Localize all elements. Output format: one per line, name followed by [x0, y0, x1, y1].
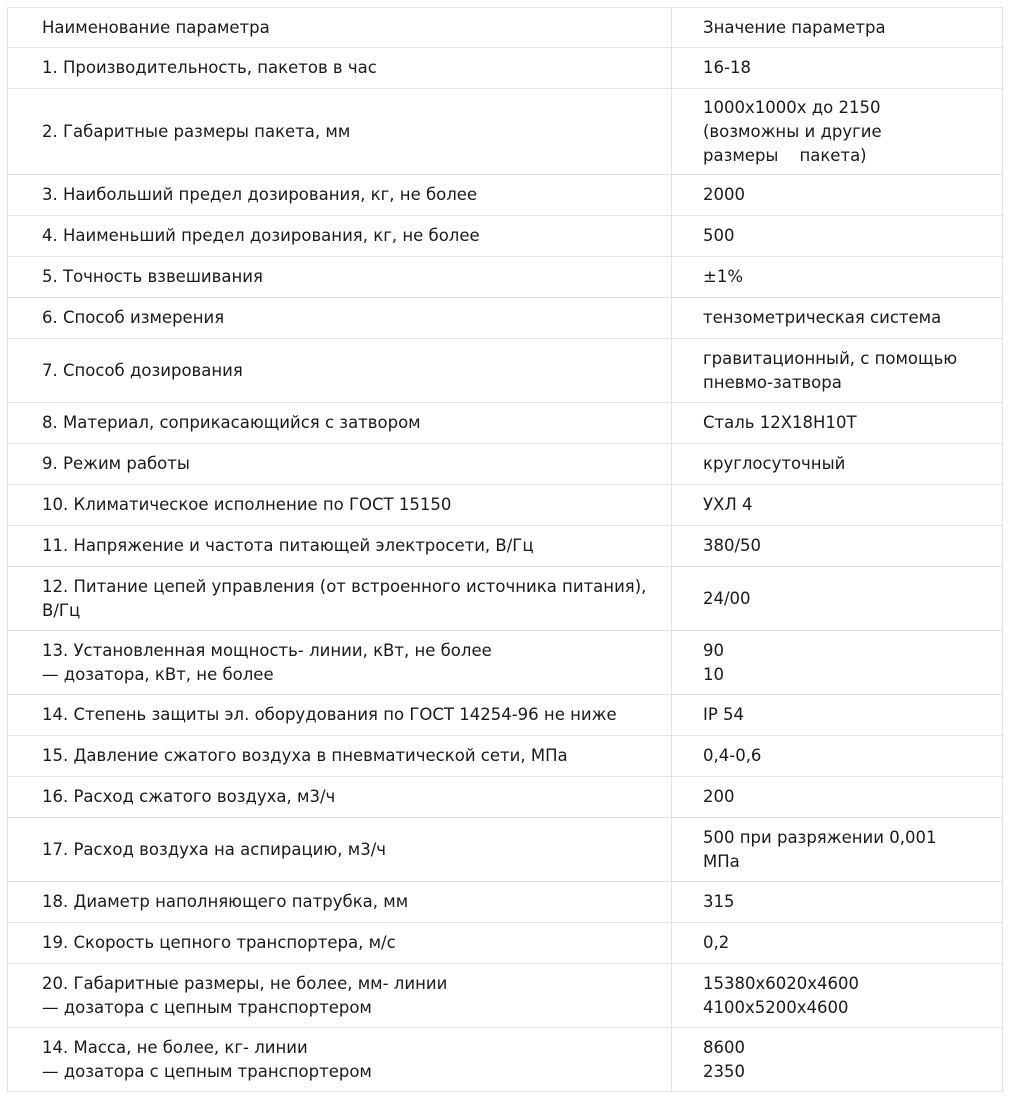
param-value-text: гравитационный, с помощью [703, 348, 958, 368]
param-name-cell [8, 485, 672, 526]
param-value-cell [672, 882, 1003, 923]
param-value-text: 90 [703, 640, 724, 660]
param-value-text: УХЛ 4 [703, 495, 753, 514]
param-value-text: пневмо-затвора [703, 372, 842, 392]
table-row [8, 923, 1003, 964]
param-value-text: 10 [703, 664, 724, 684]
param-name-cell [8, 964, 672, 1028]
param-name-cell [8, 567, 672, 631]
param-value-text: 380/50 [703, 536, 762, 555]
param-name-text: 2. Габаритные размеры пакета, мм [42, 121, 351, 141]
param-name-cell [8, 403, 672, 444]
param-name-text: — дозатора с цепным транспортером [42, 997, 372, 1017]
param-value-cell [672, 964, 1003, 1028]
table-row [8, 339, 1003, 403]
param-name-cell [8, 736, 672, 777]
param-value-cell [672, 631, 1003, 695]
param-name-cell [8, 257, 672, 298]
param-name-cell [8, 923, 672, 964]
param-name-text: — дозатора с цепным транспортером [42, 1061, 372, 1081]
param-value-text: 16-18 [703, 58, 751, 77]
param-name-cell [8, 818, 672, 882]
param-name-text: 6. Способ измерения [42, 308, 225, 327]
param-value-text: ±1% [703, 267, 744, 286]
param-name-text: 13. Установленная мощность- линии, кВт, не более [42, 640, 492, 660]
table-header-row [8, 8, 1003, 48]
table-row [8, 89, 1003, 175]
param-value-text: 24/00 [703, 588, 751, 608]
param-name-text: 10. Климатическое исполнение по ГОСТ 15150 [42, 495, 452, 514]
param-value-text: МПа [703, 851, 740, 871]
spec-table-body [8, 8, 1003, 1092]
param-name-text: 7. Способ дозирования [42, 360, 243, 380]
table-row [8, 216, 1003, 257]
spec-table [7, 7, 1003, 1092]
param-name-text: 14. Степень защиты эл. оборудования по ГОСТ 14254-96 не ниже [42, 705, 617, 724]
table-row [8, 403, 1003, 444]
param-value-text: размеры пакета) [703, 145, 867, 165]
table-row [8, 1028, 1003, 1092]
param-value-cell [672, 736, 1003, 777]
param-value-text: 4100х5200х4600 [703, 997, 849, 1017]
param-name-text: 18. Диаметр наполняющего патрубка, мм [42, 892, 409, 911]
table-row [8, 964, 1003, 1028]
param-value-text: 0,4-0,6 [703, 746, 762, 765]
param-name-cell [8, 1028, 672, 1092]
param-value-text: 8600 [703, 1037, 745, 1057]
param-name-text: 15. Давление сжатого воздуха в пневматической сети, МПа [42, 746, 568, 765]
param-value-cell [672, 923, 1003, 964]
param-value-cell [672, 216, 1003, 257]
param-value-cell [672, 298, 1003, 339]
param-name-cell [8, 175, 672, 216]
header-param-value: Значение параметра [672, 8, 1003, 48]
table-row [8, 631, 1003, 695]
table-row [8, 298, 1003, 339]
param-name-text: 12. Питание цепей управления (от встроенного источника питания), [42, 576, 647, 596]
param-value-cell [672, 89, 1003, 175]
table-row [8, 567, 1003, 631]
param-value-text: (возможны и другие [703, 121, 882, 141]
param-value-text: 0,2 [703, 933, 730, 952]
param-name-text: 1. Производительность, пакетов в час [42, 58, 377, 77]
param-value-cell [672, 567, 1003, 631]
param-name-text: 17. Расход воздуха на аспирацию, м3/ч [42, 839, 387, 859]
param-name-text: 3. Наибольший предел дозирования, кг, не более [42, 185, 478, 204]
param-value-cell [672, 48, 1003, 89]
param-name-text: 5. Точность взвешивания [42, 267, 263, 286]
param-value-cell [672, 1028, 1003, 1092]
param-value-cell [672, 485, 1003, 526]
param-name-cell [8, 631, 672, 695]
param-value-cell [672, 695, 1003, 736]
param-name-text: — дозатора, кВт, не более [42, 664, 274, 684]
param-name-cell [8, 444, 672, 485]
param-name-text: 20. Габаритные размеры, не более, мм- линии [42, 973, 448, 993]
param-name-text: 14. Масса, не более, кг- линии [42, 1037, 308, 1057]
param-value-text: Сталь 12Х18Н10Т [703, 413, 857, 432]
param-name-text: 4. Наименьший предел дозирования, кг, не более [42, 226, 480, 245]
param-name-text: 8. Материал, соприкасающийся с затвором [42, 413, 421, 432]
param-name-cell [8, 695, 672, 736]
param-name-text: В/Гц [42, 600, 81, 620]
table-row [8, 882, 1003, 923]
table-row [8, 818, 1003, 882]
table-row [8, 175, 1003, 216]
param-value-cell [672, 257, 1003, 298]
param-value-text: 2350 [703, 1061, 745, 1081]
table-row [8, 48, 1003, 89]
param-value-text: 500 при разряжении 0,001 [703, 827, 937, 847]
param-value-cell [672, 526, 1003, 567]
param-name-cell [8, 339, 672, 403]
param-value-text: 200 [703, 787, 735, 806]
param-name-cell [8, 526, 672, 567]
param-value-cell [672, 175, 1003, 216]
param-value-text: 1000х1000х до 2150 [703, 97, 881, 117]
table-row [8, 526, 1003, 567]
param-value-text: 15380х6020х4600 [703, 973, 860, 993]
param-value-cell [672, 818, 1003, 882]
param-name-cell [8, 777, 672, 818]
param-value-text: IP 54 [703, 705, 745, 724]
param-value-cell [672, 339, 1003, 403]
table-row [8, 736, 1003, 777]
param-value-cell [672, 444, 1003, 485]
param-name-text: 9. Режим работы [42, 454, 190, 473]
header-param-name: Наименование параметра [8, 8, 672, 48]
param-name-cell [8, 882, 672, 923]
param-value-text: 2000 [703, 185, 745, 204]
param-name-cell [8, 298, 672, 339]
param-value-text: круглосуточный [703, 454, 846, 473]
param-value-cell [672, 403, 1003, 444]
table-row [8, 444, 1003, 485]
param-value-text: 500 [703, 226, 735, 245]
table-row [8, 695, 1003, 736]
param-value-cell [672, 777, 1003, 818]
param-value-text: 315 [703, 892, 735, 911]
table-row [8, 485, 1003, 526]
param-name-text: 19. Скорость цепного транспортера, м/с [42, 933, 396, 952]
param-name-text: 16. Расход сжатого воздуха, м3/ч [42, 787, 336, 806]
param-name-cell [8, 48, 672, 89]
table-row [8, 777, 1003, 818]
table-row [8, 257, 1003, 298]
param-name-cell [8, 216, 672, 257]
param-name-cell [8, 89, 672, 175]
param-name-text: 11. Напряжение и частота питающей электросети, В/Гц [42, 536, 534, 555]
param-value-text: тензометрическая система [703, 308, 942, 327]
